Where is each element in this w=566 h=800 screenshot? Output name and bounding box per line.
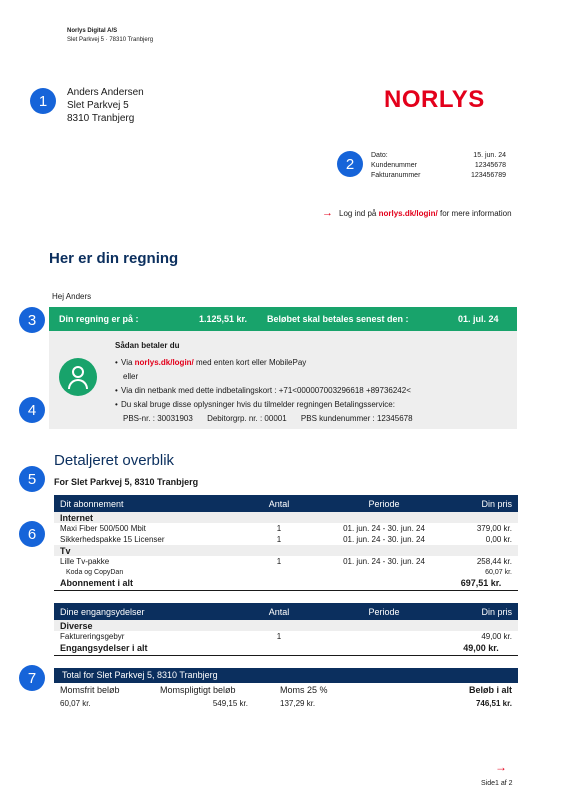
marker-4: 4 (19, 397, 45, 423)
cell: Lille Tv-pakke (60, 557, 110, 566)
sender-name: Norlys Digital A/S (67, 28, 118, 34)
meta-label: Dato: (371, 152, 388, 159)
cell: 1 (276, 524, 282, 533)
col-header: Din pris (444, 603, 518, 620)
subscriptions-table (54, 495, 518, 591)
total-value: 697,51 kr. (444, 577, 518, 590)
totals-table (54, 683, 518, 710)
marker-5: 5 (19, 466, 45, 492)
cell: 0,00 kr. (485, 535, 512, 544)
group-label: Internet (54, 512, 518, 523)
group-label: Tv (54, 545, 518, 556)
arrow-right-icon[interactable]: → (495, 760, 507, 774)
payment-instructions (115, 339, 510, 426)
group-row (54, 512, 518, 523)
payment-option-web (115, 356, 510, 370)
meta-value: 123456789 (470, 172, 506, 179)
recipient-name: Anders Andersen (67, 87, 144, 98)
sender-address: Slet Parkvej 5 · 78310 Tranbjerg (67, 37, 154, 43)
total-label: Abonnement i alt (54, 577, 444, 590)
meta-row-date (371, 151, 506, 161)
marker-3: 3 (19, 307, 45, 333)
col-header: Antal (234, 603, 324, 620)
user-icon (59, 358, 97, 396)
table-row (54, 556, 518, 567)
col-header: Momsfrit beløb (60, 685, 120, 695)
page-number: Side1 af 2 (481, 780, 513, 787)
login-hint (322, 208, 512, 219)
pbs-number: PBS-nr. : 30031903 (123, 414, 193, 423)
bill-label: Din regning er på : (59, 314, 139, 324)
cell: 258,44 kr. (476, 557, 512, 566)
detail-address: For Slet Parkvej 5, 8310 Tranbjerg (54, 477, 199, 487)
col-header: Periode (324, 603, 444, 620)
onetime-table (54, 603, 518, 656)
table-header (54, 603, 518, 620)
total-label: Engangsydelser i alt (54, 642, 444, 655)
col-header: Dine engangsydelser (54, 603, 234, 620)
payment-title: Sådan betaler du (115, 341, 180, 350)
cell (324, 567, 444, 577)
sender-block (67, 27, 153, 45)
table-row (54, 523, 518, 534)
table-header (54, 495, 518, 512)
group-row (54, 545, 518, 556)
total-value: 49,00 kr. (444, 642, 518, 655)
table-row (54, 567, 518, 577)
marker-2: 2 (337, 151, 363, 177)
cell: 137,29 kr. (280, 699, 316, 708)
payment-option-pbs: • Du skal bruge disse oplysninger hvis du tilmelder regningen Betalingsservice: (115, 398, 510, 412)
group-row (54, 620, 518, 631)
totals-title: Total for Slet Parkvej 5, 8310 Tranbjerg (62, 670, 218, 680)
meta-value: 12345678 (474, 162, 506, 169)
cell (234, 567, 324, 577)
table-row (54, 534, 518, 545)
cell: 01. jun. 24 - 30. jun. 24 (343, 524, 425, 533)
total-row (54, 577, 518, 590)
marker-7: 7 (19, 665, 45, 691)
totals-bar (54, 668, 518, 683)
meta-value: 15. jun. 24 (473, 152, 506, 159)
totals-header (54, 683, 518, 697)
cell: Faktureringsgebyr (60, 632, 125, 641)
bill-amount: 1.125,51 kr. (199, 314, 248, 324)
col-header: Periode (324, 495, 444, 512)
col-header: Din pris (444, 495, 518, 512)
login-suffix: for mere information (439, 209, 512, 218)
cell: Sikkerhedspakke 15 Licenser (60, 535, 165, 544)
table-row (54, 631, 518, 642)
col-header: Beløb i alt (468, 685, 512, 695)
payment-line1-suffix: med enten kort eller MobilePay (196, 358, 307, 367)
debitor-group: Debitorgrp. nr. : 00001 (207, 414, 287, 423)
cell: Koda og CopyDan (66, 568, 124, 576)
pbs-customer-number: PBS kundenummer : 12345678 (300, 414, 413, 423)
login-prefix: Log ind på (339, 209, 377, 218)
login-link[interactable]: norlys.dk/login/ (378, 209, 438, 218)
recipient-street: Slet Parkvej 5 (67, 100, 129, 111)
col-header: Moms 25 % (280, 685, 328, 695)
cell: Maxi Fiber 500/500 Mbit (60, 524, 146, 533)
col-header: Antal (234, 495, 324, 512)
norlys-logo: NORLYS (384, 86, 485, 113)
cell: 60,07 kr. (485, 568, 512, 576)
payment-login-link[interactable]: norlys.dk/login/ (134, 358, 194, 367)
invoice-meta (371, 151, 506, 181)
meta-label: Kundenummer (371, 162, 417, 169)
bill-amount-bar (49, 307, 517, 331)
col-header: Momspligtigt beløb (160, 685, 236, 695)
meta-row-invoice (371, 171, 506, 181)
detail-heading: Detaljeret overblik (54, 452, 175, 469)
due-date: 01. jul. 24 (458, 314, 499, 324)
meta-row-customer (371, 161, 506, 171)
group-label: Diverse (54, 620, 518, 631)
cell: 746,51 kr. (475, 699, 512, 708)
payment-line1-prefix: Via (121, 358, 133, 367)
cell: 01. jun. 24 - 30. jun. 24 (343, 535, 425, 544)
arrow-right-icon: → (322, 207, 333, 219)
pbs-details (115, 412, 510, 426)
totals-values (54, 697, 518, 710)
cell: 549,15 kr. (212, 699, 248, 708)
page-title: Her er din regning (49, 250, 179, 267)
payment-option-netbank: • Via din netbank med dette indbetalingskort : +71<000007003296618 +89736242< (115, 384, 510, 398)
recipient-city: 8310 Tranbjerg (67, 113, 135, 124)
due-label: Beløbet skal betales senest den : (267, 314, 409, 324)
cell: 01. jun. 24 - 30. jun. 24 (343, 557, 425, 566)
cell: 1 (276, 632, 282, 641)
cell: 60,07 kr. (60, 699, 91, 708)
greeting: Hej Anders (52, 292, 92, 301)
cell: 1 (276, 535, 282, 544)
cell: 1 (276, 557, 282, 566)
cell: 379,00 kr. (476, 524, 512, 533)
cell: 49,00 kr. (481, 632, 512, 641)
meta-label: Fakturanummer (371, 172, 421, 179)
total-row (54, 642, 518, 655)
marker-1: 1 (30, 88, 56, 114)
marker-6: 6 (19, 521, 45, 547)
col-header: Dit abonnement (54, 495, 234, 512)
payment-or: eller (123, 372, 139, 381)
cell (324, 631, 444, 642)
recipient-address (67, 86, 144, 125)
